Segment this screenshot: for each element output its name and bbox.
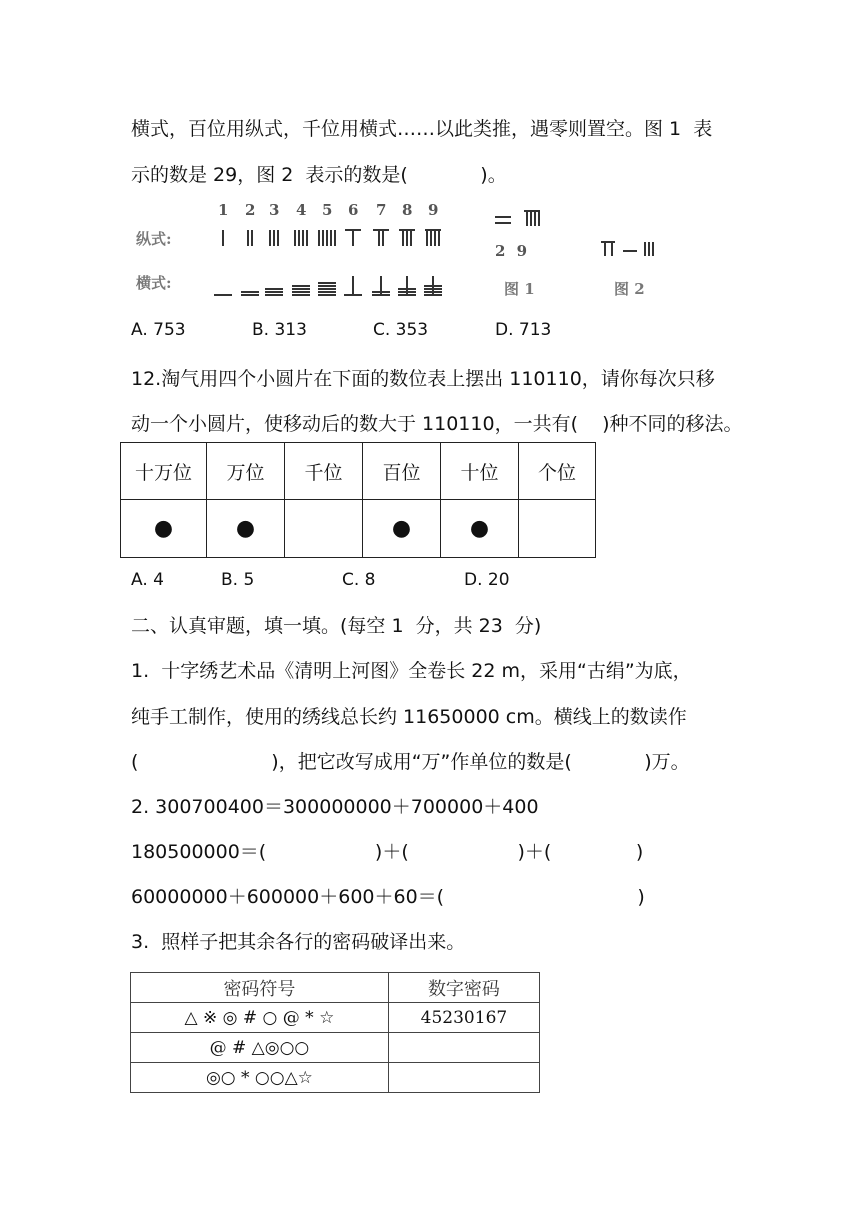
horizontal-rod: [424, 288, 442, 290]
q12-option-b[interactable]: B. 5: [221, 570, 255, 590]
horizontal-rod: [318, 294, 336, 296]
vertical-rod: [222, 230, 224, 246]
password-table: [130, 972, 540, 1093]
vertical-rod: [251, 230, 253, 246]
horizontal-rod: [241, 294, 259, 296]
q12-line2: 动一个小圆片，使移动后的数大于 110110，一共有( )种不同的移法。: [131, 413, 743, 435]
horizontal-rod: [292, 285, 310, 287]
vertical-rod: [438, 230, 440, 246]
fig2-caption: 图 2: [614, 280, 645, 298]
horizontal-rod: [241, 291, 259, 293]
vertical-rod: [406, 230, 408, 246]
s2q3-line1: 3. 照样子把其余各行的密码破译出来。: [131, 931, 466, 953]
password-answer-cell[interactable]: [388, 1063, 539, 1093]
digit-header: 6: [348, 201, 359, 219]
q12-option-c[interactable]: C. 8: [342, 570, 376, 590]
place-cell[interactable]: ●: [363, 500, 441, 558]
fig2-rod: [611, 242, 613, 256]
horizontal-rod: [292, 288, 310, 290]
q11-line2: 示的数是 29，图 2 表示的数是( )。: [131, 164, 507, 186]
password-header-digits: 数字密码: [388, 973, 539, 1003]
vertical-rod: [322, 230, 324, 246]
place-cell[interactable]: [285, 500, 363, 558]
fig1-rod: [534, 211, 536, 226]
horizontal-rod: [318, 288, 336, 290]
place-header: 十万位: [121, 443, 207, 500]
horizontal-rod: [398, 288, 416, 290]
horizontal-rod: [292, 291, 310, 293]
vertical-form-label: 纵式:: [136, 230, 172, 248]
q11-option-c[interactable]: C. 353: [373, 320, 429, 340]
vertical-rod: [298, 230, 300, 246]
horizontal-rod: [292, 294, 310, 296]
fig2-rod: [644, 242, 646, 256]
s2q2-line2: 180500000＝( )＋( )＋( ): [131, 841, 644, 863]
password-symbols: ◎○ * ○○△☆: [131, 1063, 389, 1093]
vertical-rod: [378, 230, 380, 246]
vertical-rod: [302, 230, 304, 246]
q11-option-a[interactable]: A. 753: [131, 320, 186, 340]
section-title: 二、认真审题，填一填。(每空 1 分，共 23 分): [131, 615, 542, 637]
vertical-rod-top: [373, 229, 389, 231]
digit-header: 3: [269, 201, 280, 219]
q11-option-b[interactable]: B. 313: [252, 320, 307, 340]
fig1-rod: [538, 211, 540, 226]
horizontal-rod: [265, 288, 283, 290]
digit-header: 5: [322, 201, 333, 219]
q12-option-a[interactable]: A. 4: [131, 570, 164, 590]
horizontal-rod: [372, 294, 390, 296]
vertical-rod: [426, 230, 428, 246]
password-header-symbols: 密码符号: [131, 973, 389, 1003]
vertical-rod: [247, 230, 249, 246]
fig2-rod: [648, 242, 650, 256]
place-value-table: [120, 442, 596, 558]
horizontal-rod: [424, 285, 442, 287]
place-header: 个位: [519, 443, 596, 500]
vertical-rod: [330, 230, 332, 246]
horizontal-rod: [318, 291, 336, 293]
place-cell[interactable]: [519, 500, 596, 558]
horizontal-form-label: 横式:: [136, 274, 172, 292]
q11-line1: 横式，百位用纵式，千位用横式……以此类推，遇零则置空。图 1 表: [131, 118, 713, 140]
place-cell[interactable]: ●: [207, 500, 285, 558]
q11-option-d[interactable]: D. 713: [495, 320, 552, 340]
password-digits: 45230167: [388, 1003, 539, 1033]
horizontal-rod: [344, 294, 362, 296]
s2q1-line3: ( )，把它改写成用“万”作单位的数是( )万。: [131, 751, 690, 773]
place-cell[interactable]: ●: [121, 500, 207, 558]
horizontal-rod: [214, 294, 232, 296]
s2q2-line3: 60000000＋600000＋600＋60＝( ): [131, 886, 645, 908]
place-header: 万位: [207, 443, 285, 500]
q12-line1: 12.淘气用四个小圆片在下面的数位表上摆出 110110，请你每次只移: [131, 368, 715, 390]
password-symbols: @ # △◎○○: [131, 1033, 389, 1063]
horizontal-rod: [318, 282, 336, 284]
fig1-rod: [530, 211, 532, 226]
fig1-digits: 2 9: [495, 242, 531, 260]
fig1-rod: [495, 222, 511, 224]
horizontal-rod-top: [352, 276, 354, 294]
vertical-rod: [434, 230, 436, 246]
vertical-rod: [326, 230, 328, 246]
vertical-rod: [294, 230, 296, 246]
fig2-rod: [652, 242, 654, 256]
digit-header: 8: [402, 201, 413, 219]
vertical-rod: [334, 230, 336, 246]
fig1-caption: 图 1: [504, 280, 535, 298]
vertical-rod: [318, 230, 320, 246]
password-answer-cell[interactable]: [388, 1033, 539, 1063]
fig1-rod: [526, 211, 528, 226]
fig1-rod: [495, 216, 511, 218]
horizontal-rod: [424, 291, 442, 293]
place-header: 百位: [363, 443, 441, 500]
horizontal-rod: [318, 285, 336, 287]
place-cell[interactable]: ●: [441, 500, 519, 558]
counting-rod-figure: [131, 196, 691, 306]
place-header: 千位: [285, 443, 363, 500]
s2q2-line1: 2. 300700400＝300000000＋700000＋400: [131, 796, 539, 818]
vertical-rod: [430, 230, 432, 246]
digit-header: 1: [218, 201, 229, 219]
vertical-rod: [352, 230, 354, 246]
vertical-rod: [273, 230, 275, 246]
place-header: 十位: [441, 443, 519, 500]
vertical-rod: [402, 230, 404, 246]
digit-header: 7: [376, 201, 387, 219]
vertical-rod: [277, 230, 279, 246]
horizontal-rod: [265, 294, 283, 296]
s2q1-line1: 1. 十字绣艺术品《清明上河图》全卷长 22 m，采用“古绢”为底，: [131, 660, 692, 682]
password-symbols: △ ※ ◎ # ○ @ * ☆: [131, 1003, 389, 1033]
horizontal-rod: [372, 291, 390, 293]
q12-option-d[interactable]: D. 20: [464, 570, 510, 590]
digit-header: 2: [245, 201, 256, 219]
horizontal-rod: [398, 294, 416, 296]
digit-header: 4: [296, 201, 307, 219]
vertical-rod: [306, 230, 308, 246]
vertical-rod: [382, 230, 384, 246]
vertical-rod: [269, 230, 271, 246]
horizontal-rod: [424, 294, 442, 296]
s2q1-line2: 纯手工制作，使用的绣线总长约 11650000 cm。横线上的数读作: [131, 706, 687, 728]
horizontal-rod: [398, 291, 416, 293]
vertical-rod: [410, 230, 412, 246]
horizontal-rod: [265, 291, 283, 293]
digit-header: 9: [428, 201, 439, 219]
fig2-rod: [604, 242, 606, 256]
fig2-rod: [623, 250, 637, 252]
